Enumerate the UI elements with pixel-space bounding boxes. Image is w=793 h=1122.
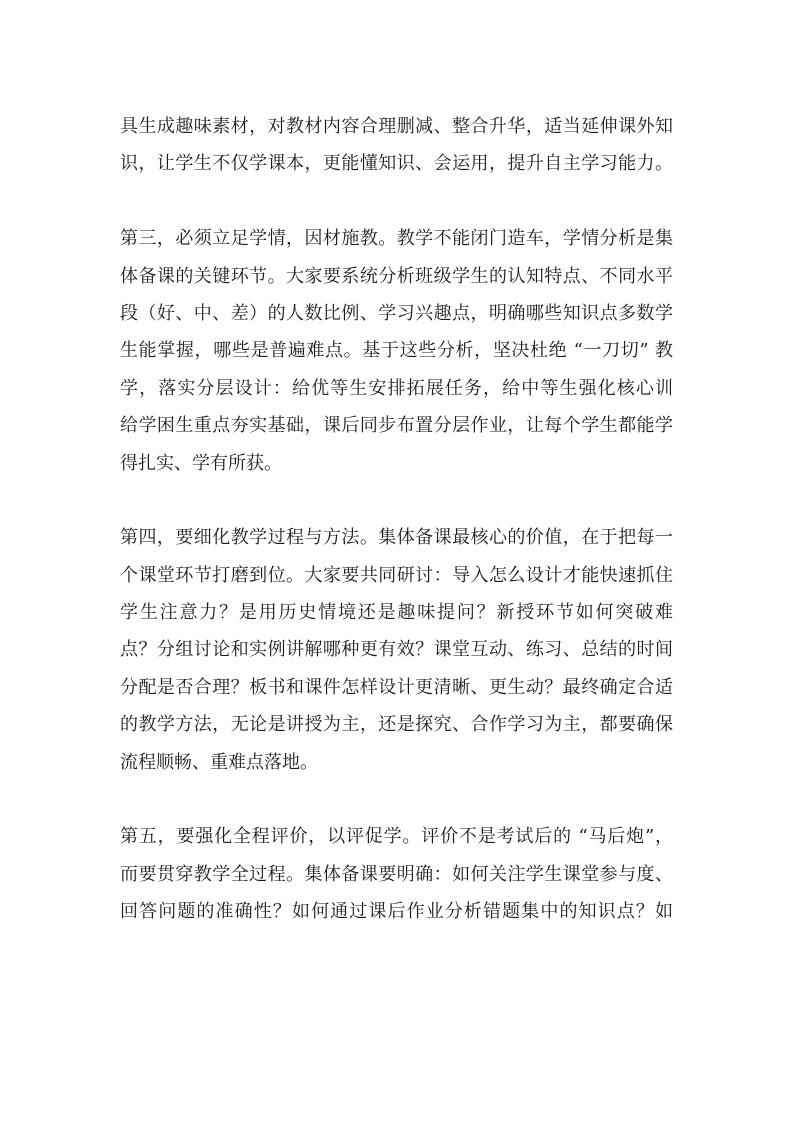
paragraph-line: 第五，要强化全程评价，以评促学。评价不是考试后的 “马后炮”， xyxy=(120,826,673,848)
paragraph-line: 点？分组讨论和实例讲解哪种更有效？课堂互动、练习、总结的时间 xyxy=(120,639,673,661)
paragraph-line: 具生成趣味素材，对教材内容合理删减、整合升华，适当延伸课外知 xyxy=(120,116,673,137)
document-body xyxy=(120,108,673,968)
paragraph-4 xyxy=(120,818,673,930)
paragraph-line: 分配是否合理？板书和课件怎样设计更清晰、更生动？最终确定合适 xyxy=(120,676,673,698)
paragraph-line: 识，让学生不仅学课本，更能懂知识、会运用，提升自主学习能力。 xyxy=(120,153,673,175)
paragraph-line: 而要贯穿教学全过程。集体备课要明确：如何关注学生课堂参与度、 xyxy=(120,863,673,885)
paragraph-line: 给学困生重点夯实基础，课后同步布置分层作业，让每个学生都能学 xyxy=(120,415,673,437)
paragraph-line: 生能掌握，哪些是普遍难点。基于这些分析，坚决杜绝 “一刀切” 教 xyxy=(120,340,673,362)
paragraph-line: 流程顺畅、重难点落地。 xyxy=(120,751,318,773)
paragraph-line: 体备课的关键环节。大家要系统分析班级学生的认知特点、不同水平 xyxy=(120,265,673,287)
paragraph-line: 第三，必须立足学情，因材施教。教学不能闭门造车，学情分析是集 xyxy=(120,228,673,250)
paragraph-line: 的教学方法，无论是讲授为主，还是探究、合作学习为主，都要确保 xyxy=(120,714,673,736)
paragraph-line: 学生注意力？是用历史情境还是趣味提问？新授环节如何突破难 xyxy=(120,602,673,624)
paragraph-line: 个课堂环节打磨到位。大家要共同研讨：导入怎么设计才能快速抓住 xyxy=(120,564,673,586)
paragraph-3 xyxy=(120,519,673,781)
paragraph-line: 回答问题的准确性？如何通过课后作业分析错题集中的知识点？如 xyxy=(120,901,673,923)
paragraph-line: 得扎实、学有所获。 xyxy=(120,452,282,474)
paragraph-line: 学，落实分层设计：给优等生安排拓展任务，给中等生强化核心训 xyxy=(120,377,673,399)
paragraph-1 xyxy=(120,108,673,183)
paragraph-line: 段（好、中、差）的人数比例、学习兴趣点，明确哪些知识点多数学 xyxy=(120,302,673,324)
paragraph-line: 第四，要细化教学过程与方法。集体备课最核心的价值，在于把每一 xyxy=(120,527,673,549)
paragraph-2 xyxy=(120,220,673,482)
